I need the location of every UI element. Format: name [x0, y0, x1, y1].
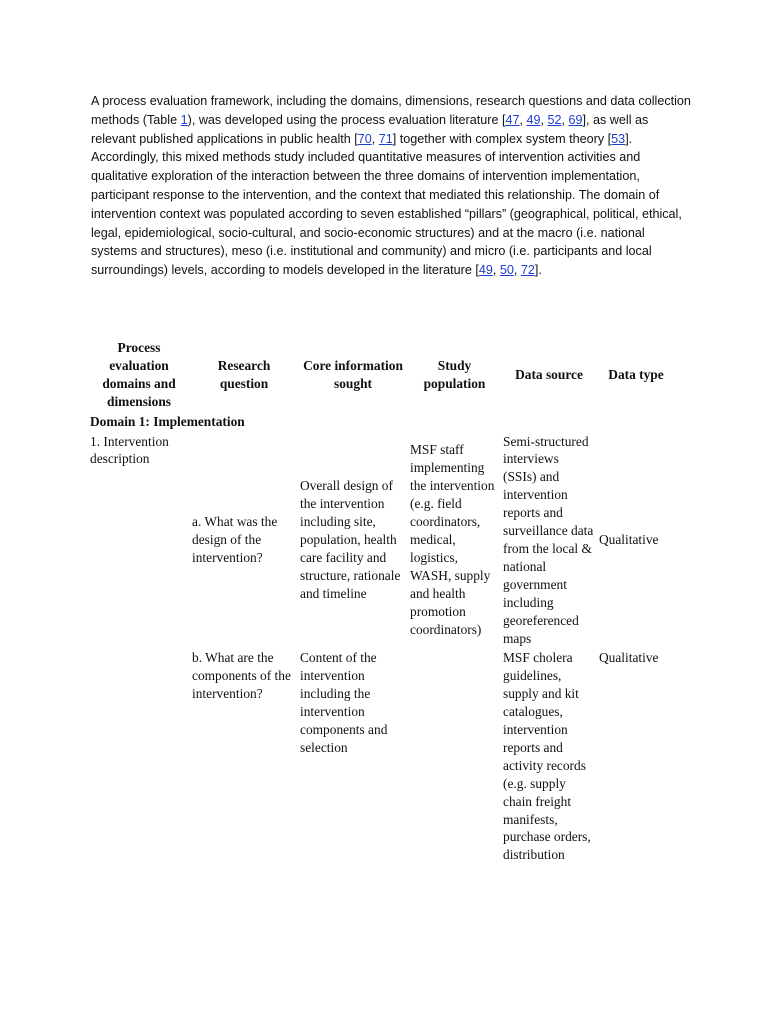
- paragraph-text: ]. Accordingly, this mixed methods study included quantitative measures of intervention activities and qualitative exploration of the interaction between the three domains of intervention implementation, participant response to the intervention, and the context that mediated this relationship. The domain of intervention context was populated according to seven established “pillars” (geographical, political, ethical, legal, epidemiological, socio-cultural, and socio-economic structures) and at the macro (i.e. national systems and structures), meso (i.e. institutional and community) and micro (i.e. participants and local surroundings) levels, according to models developed in the literature [: [91, 131, 682, 278]
- ref-52-link[interactable]: 52: [547, 112, 562, 127]
- core-a-cell: Overall design of the intervention including site, population, health care facility and structure, rationale and timeline: [300, 478, 401, 601]
- source-b-cell: MSF cholera guidelines, supply and kit catalogues, intervention reports and activity records (e.g. supply chain freight manifests, purchase orders, distribution: [503, 650, 591, 863]
- header-population: Study population: [423, 357, 486, 391]
- paragraph-text: ] together with complex system theory [: [392, 131, 612, 146]
- table-1-link[interactable]: 1: [180, 112, 188, 127]
- ref-47-link[interactable]: 47: [505, 112, 520, 127]
- population-b-cell: [408, 648, 501, 865]
- ref-70-link[interactable]: 70: [357, 131, 372, 146]
- process-evaluation-table: [88, 338, 675, 865]
- ref-53-link[interactable]: 53: [611, 131, 626, 146]
- dimension-1-cell: 1. Intervention description: [90, 433, 169, 467]
- header-source: Data source: [515, 366, 583, 382]
- intro-paragraph: A process evaluation framework, including the domains, dimensions, research questions and data collection methods (Table 1), was developed using the process evaluation literature [47, 49, 52, 69], as well as relevant published applications in public health [70, 71] together with complex system theory [53]. Accordingly, this mixed methods study included quantitative measures of intervention activities and qualitative exploration of the interaction between the three domains of intervention implementation, participant response to the intervention, and the context that mediated this relationship. The domain of intervention context was populated according to seven established “pillars” (geographical, political, ethical, legal, epidemiological, socio-cultural, and socio-economic structures) and at the macro (i.e. national systems and structures), meso (i.e. institutional and community) and micro (i.e. participants and local surroundings) levels, according to models developed in the literature [49, 50, 72].: [91, 94, 691, 278]
- domain-1-label: Domain 1: Implementation: [90, 413, 245, 429]
- paragraph-text: A process evaluation framework, including the domains, dimensions, research questions and data collection methods (Table: [91, 94, 691, 127]
- ref-49-link[interactable]: 49: [478, 263, 493, 278]
- paragraph-text: ], as well as relevant published applications in public health [: [91, 112, 649, 146]
- ref-69-link[interactable]: 69: [568, 112, 583, 127]
- paragraph-text: ), was developed using the process evaluation literature [: [187, 112, 506, 127]
- domain-row: [88, 412, 675, 432]
- ref-49-link[interactable]: 49: [526, 112, 541, 127]
- type-b-cell: Qualitative: [599, 650, 659, 666]
- header-domains: Process evaluation domains and dimensions: [102, 340, 176, 409]
- question-b-cell: b. What are the components of the intervention?: [192, 650, 291, 702]
- table-header-row: [88, 338, 675, 412]
- header-type: Data type: [608, 366, 664, 382]
- header-question: Research question: [217, 357, 271, 391]
- header-core-info: Core information sought: [303, 357, 403, 391]
- ref-72-link[interactable]: 72: [520, 263, 535, 278]
- table-row: [88, 432, 675, 649]
- paragraph-text: ].: [534, 263, 542, 278]
- question-a-cell: a. What was the design of the intervention?: [192, 514, 278, 565]
- ref-50-link[interactable]: 50: [499, 263, 514, 278]
- core-b-cell: Content of the intervention including the intervention components and selection: [300, 650, 388, 755]
- ref-71-link[interactable]: 71: [378, 131, 393, 146]
- population-1-cell: MSF staff implementing the intervention (e.g. field coordinators, medical, logistics, WASH, supply and health promotion coordinators): [410, 442, 495, 637]
- source-a-cell: Semi-structured interviews (SSIs) and intervention reports and surveillance data from the local & national government including georeferenced maps: [503, 433, 594, 646]
- type-a-cell: Qualitative: [599, 532, 659, 548]
